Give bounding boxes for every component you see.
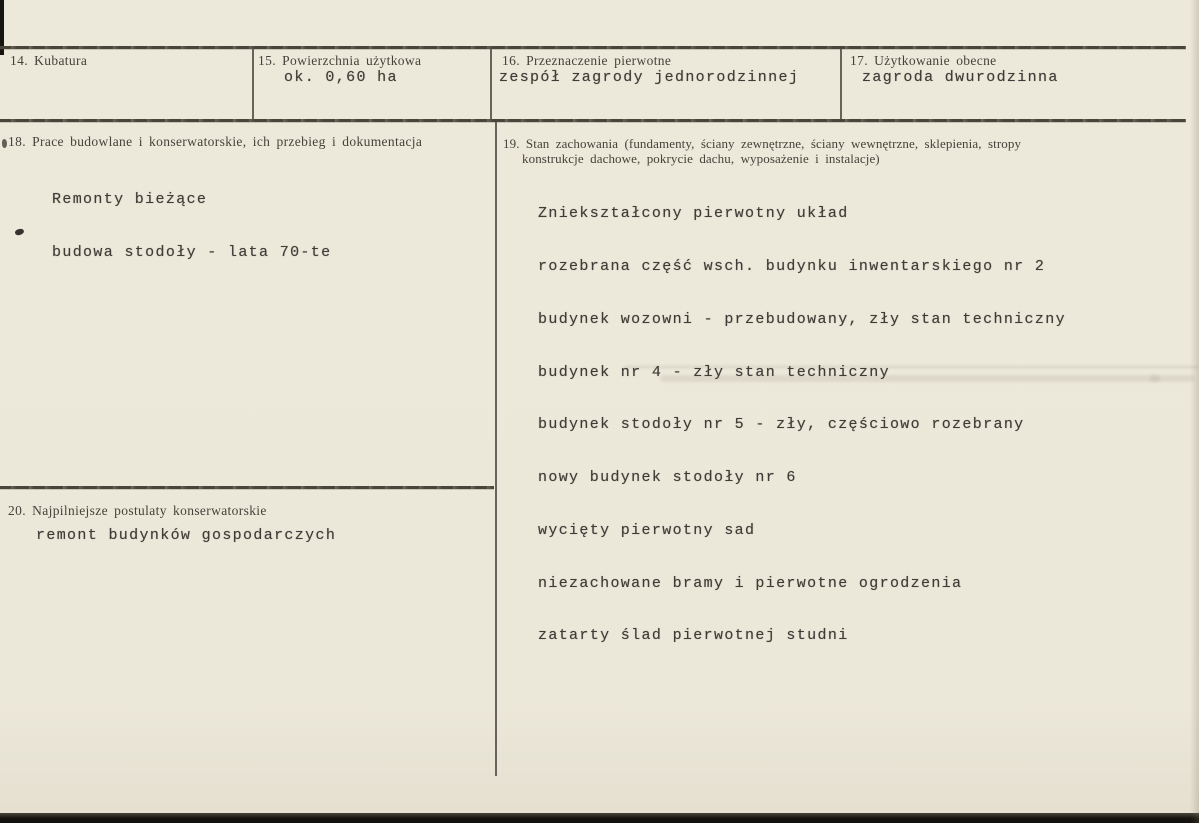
section19-line: nowy budynek stodoły nr 6 bbox=[538, 469, 797, 487]
form-divider-center bbox=[495, 122, 497, 776]
scan-edge-band-bottom bbox=[0, 813, 1199, 823]
form-rule-row-bottom bbox=[0, 119, 1186, 122]
ink-speck bbox=[2, 139, 7, 148]
section19-line: Zniekształcony pierwotny układ bbox=[538, 205, 849, 223]
bleed-through-ghost-text bbox=[1150, 375, 1195, 382]
section18-heading: 18. Prace budowlane i konserwatorskie, ich przebieg i dokumentacja bbox=[8, 134, 423, 149]
field-przeznaczenie-label: 16. Przeznaczenie pierwotne bbox=[502, 53, 672, 68]
form-rule-top bbox=[0, 46, 1186, 49]
field-uzytkowanie-value: zagroda dwurodzinna bbox=[862, 69, 1059, 86]
section19-line: budynek wozowni - przebudowany, zły stan techniczny bbox=[538, 310, 1066, 328]
field-kubatura-label: 14. Kubatura bbox=[10, 53, 88, 68]
section19-line: niezachowane bramy i pierwotne ogrodzenia bbox=[538, 574, 963, 592]
section19-heading-line2: konstrukcje dachowe, pokrycie dachu, wyposażenie i instalacje) bbox=[522, 151, 880, 166]
field-powierzchnia-value: ok. 0,60 ha bbox=[284, 69, 398, 86]
form-divider-14-15 bbox=[252, 49, 254, 119]
form-divider-16-17 bbox=[840, 49, 842, 119]
form-rule-section20-top bbox=[0, 486, 494, 489]
ink-speck bbox=[14, 228, 24, 236]
section19-line: budynek stodoły nr 5 - zły, częściowo rozebrany bbox=[538, 416, 1025, 434]
section18-line: budowa stodoły - lata 70-te bbox=[52, 243, 332, 261]
section19-heading-line1: 19. Stan zachowania (fundamenty, ściany zewnętrzne, ściany wewnętrzne, sklepienia, stropy bbox=[503, 136, 1022, 151]
section19-line: budynek nr 4 - zły stan techniczny bbox=[538, 363, 890, 381]
section18-text bbox=[52, 156, 332, 297]
section18-line: Remonty bieżące bbox=[52, 191, 208, 209]
section20-text: remont budynków gospodarczych bbox=[36, 527, 337, 544]
section19-line: wycięty pierwotny sad bbox=[538, 521, 756, 539]
paper-right-edge-shadow bbox=[1190, 0, 1199, 823]
field-uzytkowanie-label: 17. Użytkowanie obecne bbox=[850, 53, 997, 68]
section19-line: rozebrana część wsch. budynku inwentarskiego nr 2 bbox=[538, 257, 1046, 275]
section19-text bbox=[538, 170, 1066, 680]
field-przeznaczenie-value: zespół zagrody jednorodzinnej bbox=[499, 69, 800, 86]
section19-line: zatarty ślad pierwotnej studni bbox=[538, 627, 849, 645]
section20-heading: 20. Najpilniejsze postulaty konserwatorskie bbox=[8, 503, 267, 518]
field-powierzchnia-label: 15. Powierzchnia użytkowa bbox=[258, 53, 422, 68]
form-divider-15-16 bbox=[490, 49, 492, 119]
